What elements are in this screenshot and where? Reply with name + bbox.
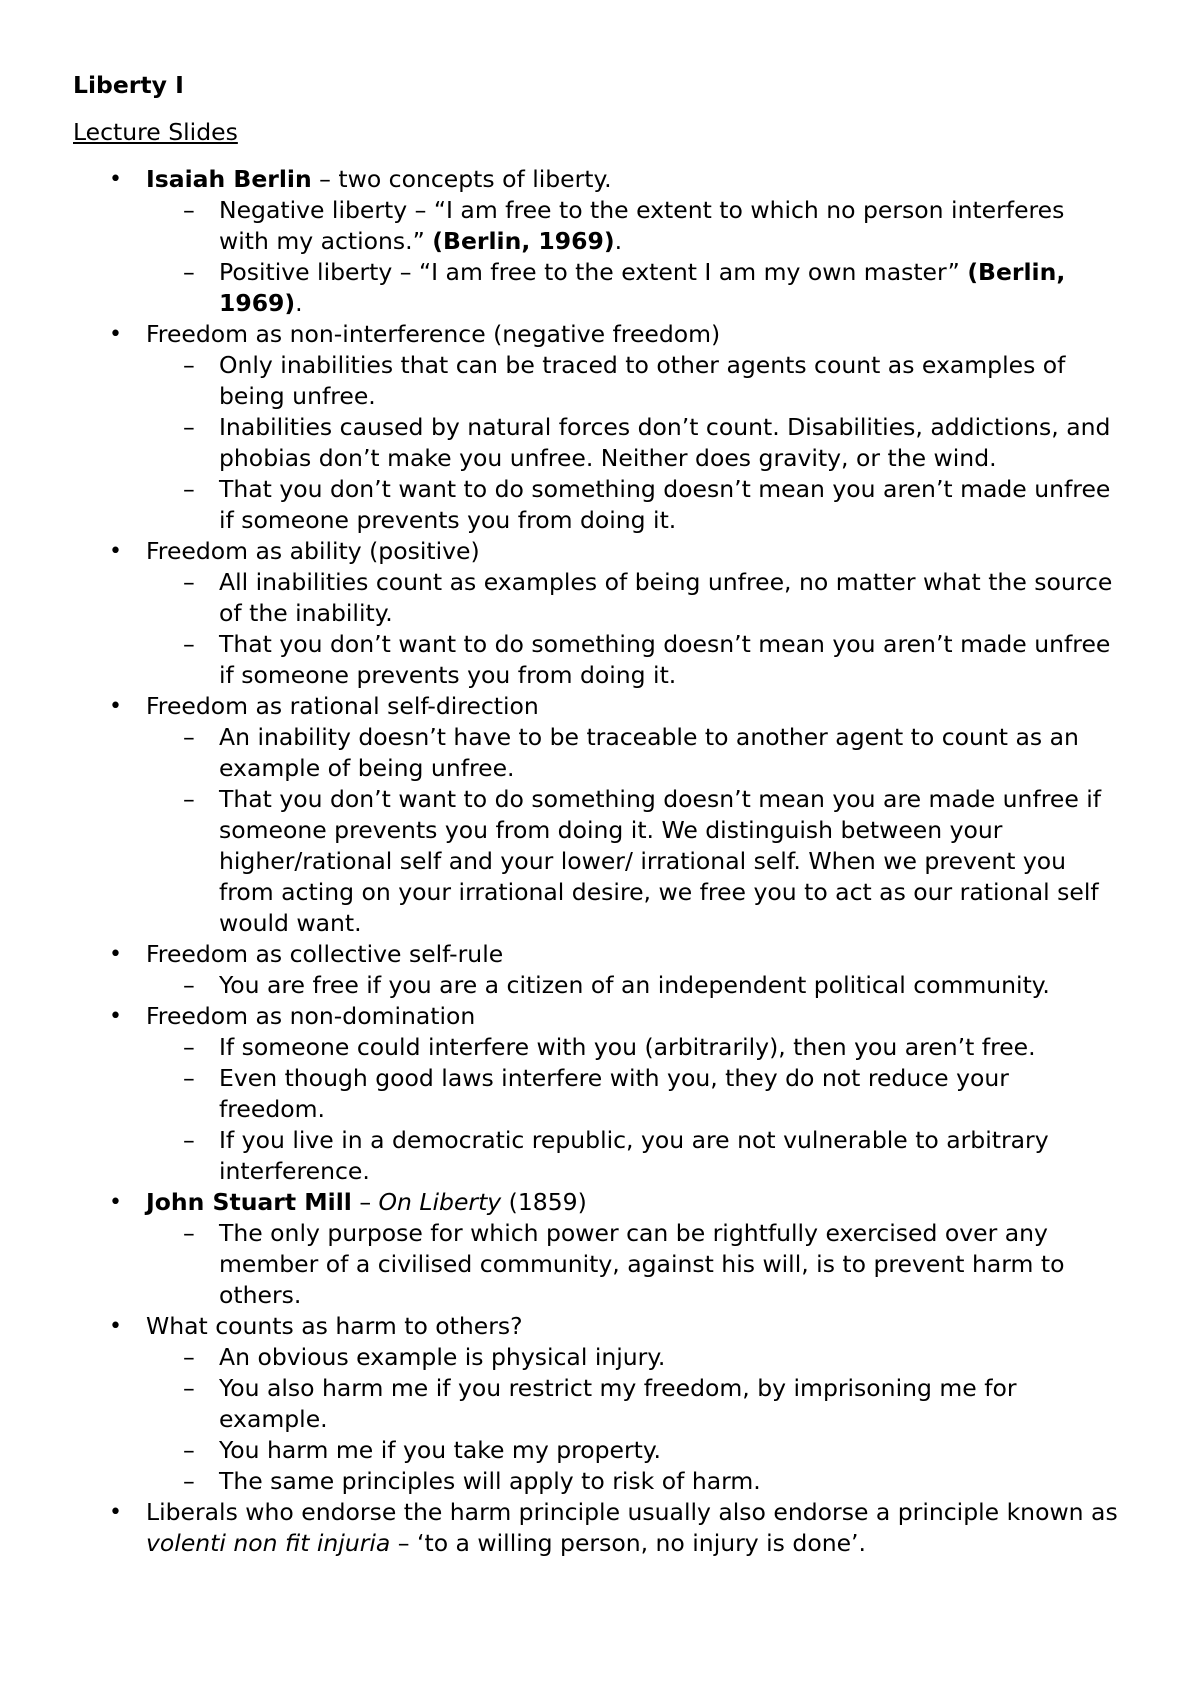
sub-list-item-text [219,351,1065,410]
dash-icon: – [183,413,195,441]
dash-icon: – [183,1126,195,1154]
dash-icon: – [183,1374,195,1402]
list-item [0,1001,1200,1187]
text-run: – ‘to a willing person, no injury is done’. [390,1529,866,1557]
text-run: Isaiah Berlin [146,165,312,193]
dash-icon: – [183,475,195,503]
bullet-icon: • [109,694,122,719]
text-run: Freedom as collective self-rule [146,940,504,968]
text-run: Freedom as non-interference (negative freedom) [146,320,721,348]
dash-icon: – [183,1467,195,1495]
sub-list-item-text [219,1467,761,1495]
dash-icon: – [183,630,195,658]
text-run: Only inabilities that can be traced to other agents count as examples of being unfree. [219,351,1066,410]
sub-list-item [146,784,1120,939]
text-run: John Stuart Mill [146,1188,352,1216]
sub-list [146,722,1120,939]
text-run: Freedom as non-domination [146,1002,476,1030]
bullet-icon: • [109,1004,122,1029]
text-run: That you don’t want to do something doesn’t mean you are made unfree if someone prevents you from doing it. We distinguish between your higher/rational self and your lower/ irrational self. When we prevent you from acting on your irrational desire, we free you to act as our rational self would want. [219,785,1102,937]
bullet-list [0,164,1200,1559]
text-run: Positive liberty – “I am free to the extent I am my own master” [219,258,968,286]
sub-list-item-text [219,630,1110,689]
sub-list [146,350,1120,536]
list-item [0,1497,1200,1559]
text-run: On Liberty [378,1188,502,1216]
text-run: If someone could interfere with you (arbitrarily), then you aren’t free. [219,1033,1036,1061]
list-item [0,536,1200,691]
sub-list-item-text [219,1436,661,1464]
sub-list [146,1032,1120,1187]
dash-icon: – [183,723,195,751]
bullet-icon: • [109,322,122,347]
text-run: Freedom as ability (positive) [146,537,480,565]
list-item [0,164,1200,319]
text-run: You also harm me if you restrict my freedom, by imprisoning me for example. [219,1374,1017,1433]
dash-icon: – [183,258,195,286]
text-run: (1859) [501,1188,587,1216]
sub-list [146,970,1120,1001]
list-item-text [146,1312,523,1340]
list-item-text [146,320,720,348]
list-item-text [146,165,612,193]
sub-list-item-text [219,1374,1017,1433]
bullet-icon: • [109,1500,122,1525]
section-heading: Lecture Slides [73,118,238,146]
dash-icon: – [183,568,195,596]
list-item-text [146,1188,587,1216]
sub-list [146,195,1120,319]
sub-list-item-text [219,1343,665,1371]
dash-icon: – [183,1343,195,1371]
text-run: Liberals who endorse the harm principle usually also endorse a principle known as [146,1498,1118,1526]
sub-list-item-text [219,1033,1036,1061]
bullet-icon: • [109,942,122,967]
sub-list-item [146,195,1120,257]
text-run: . [295,289,303,317]
text-run: – [351,1188,379,1216]
dash-icon: – [183,196,195,224]
sub-list-item-text [219,971,1050,999]
dash-icon: – [183,351,195,379]
text-run: Inabilities caused by natural forces don’t count. Disabilities, addictions, and phobias don’t make you unfree. Neither does gravity, or the wind. [219,413,1111,472]
sub-list [146,1342,1120,1497]
list-item [0,939,1200,1001]
text-run: . [614,227,623,255]
text-run: If you live in a democratic republic, you are not vulnerable to arbitrary interference. [219,1126,1049,1185]
bullet-icon: • [109,1190,122,1215]
bullet-icon: • [109,167,122,192]
dash-icon: – [183,1219,195,1247]
dash-icon: – [183,785,195,813]
sub-list-item [146,1466,1120,1497]
sub-list-item-text [219,475,1110,534]
dash-icon: – [183,1033,195,1061]
sub-list-item-text [219,785,1101,937]
list-item-text [146,940,503,968]
sub-list-item [146,1435,1120,1466]
text-run: You are free if you are a citizen of an independent political community. [219,971,1050,999]
sub-list [146,1218,1120,1311]
sub-list-item [146,1218,1120,1311]
text-run: You harm me if you take my property. [219,1436,661,1464]
list-item [0,1187,1200,1311]
sub-list-item [146,257,1120,319]
text-run: The only purpose for which power can be rightfully exercised over any member of a civilised community, against his will, is to prevent harm to others. [219,1219,1065,1309]
document-title: Liberty I [73,71,184,99]
text-run: (Berlin, 1969) [219,258,1066,317]
sub-list-item-text [219,258,1065,317]
sub-list-item-text [219,1126,1049,1185]
text-run: That you don’t want to do something doesn’t mean you aren’t made unfree if someone prevents you from doing it. [219,475,1111,534]
sub-list-item [146,1032,1120,1063]
list-item [0,319,1200,536]
text-run: – two concepts of liberty. [311,165,612,193]
sub-list-item [146,474,1120,536]
sub-list-item [146,1342,1120,1373]
text-run: (Berlin, 1969) [432,227,615,255]
dash-icon: – [183,1436,195,1464]
sub-list-item [146,1125,1120,1187]
sub-list-item-text [219,413,1110,472]
bullet-icon: • [109,1314,122,1339]
text-run: All inabilities count as examples of being unfree, no matter what the source of the inability. [219,568,1113,627]
text-run: That you don’t want to do something doesn’t mean you aren’t made unfree if someone prevents you from doing it. [219,630,1111,689]
dash-icon: – [183,971,195,999]
text-run: volenti non fit injuria [146,1529,391,1557]
sub-list-item-text [219,196,1064,255]
sub-list-item [146,970,1120,1001]
sub-list-item [146,567,1120,629]
text-run: What counts as harm to others? [146,1312,523,1340]
list-item-text [146,1498,1118,1557]
dash-icon: – [183,1064,195,1092]
text-run: Negative liberty – “I am free to the extent to which no person interferes with my actions.” [219,196,1065,255]
bullet-icon: • [109,539,122,564]
list-item-text [146,537,480,565]
sub-list-item [146,1373,1120,1435]
text-run: An inability doesn’t have to be traceable to another agent to count as an example of being unfree. [219,723,1079,782]
sub-list-item [146,350,1120,412]
text-run: The same principles will apply to risk of harm. [219,1467,761,1495]
list-item-text [146,692,539,720]
list-item [0,1311,1200,1497]
list-item [0,691,1200,939]
sub-list [146,567,1120,691]
sub-list-item-text [219,1219,1064,1309]
text-run: An obvious example is physical injury. [219,1343,666,1371]
sub-list-item-text [219,568,1112,627]
sub-list-item-text [219,723,1079,782]
sub-list-item-text [219,1064,1009,1123]
sub-list-item [146,722,1120,784]
sub-list-item [146,1063,1120,1125]
sub-list-item [146,629,1120,691]
sub-list-item [146,412,1120,474]
list-item-text [146,1002,475,1030]
text-run: Freedom as rational self-direction [146,692,539,720]
text-run: Even though good laws interfere with you, they do not reduce your freedom. [219,1064,1009,1123]
